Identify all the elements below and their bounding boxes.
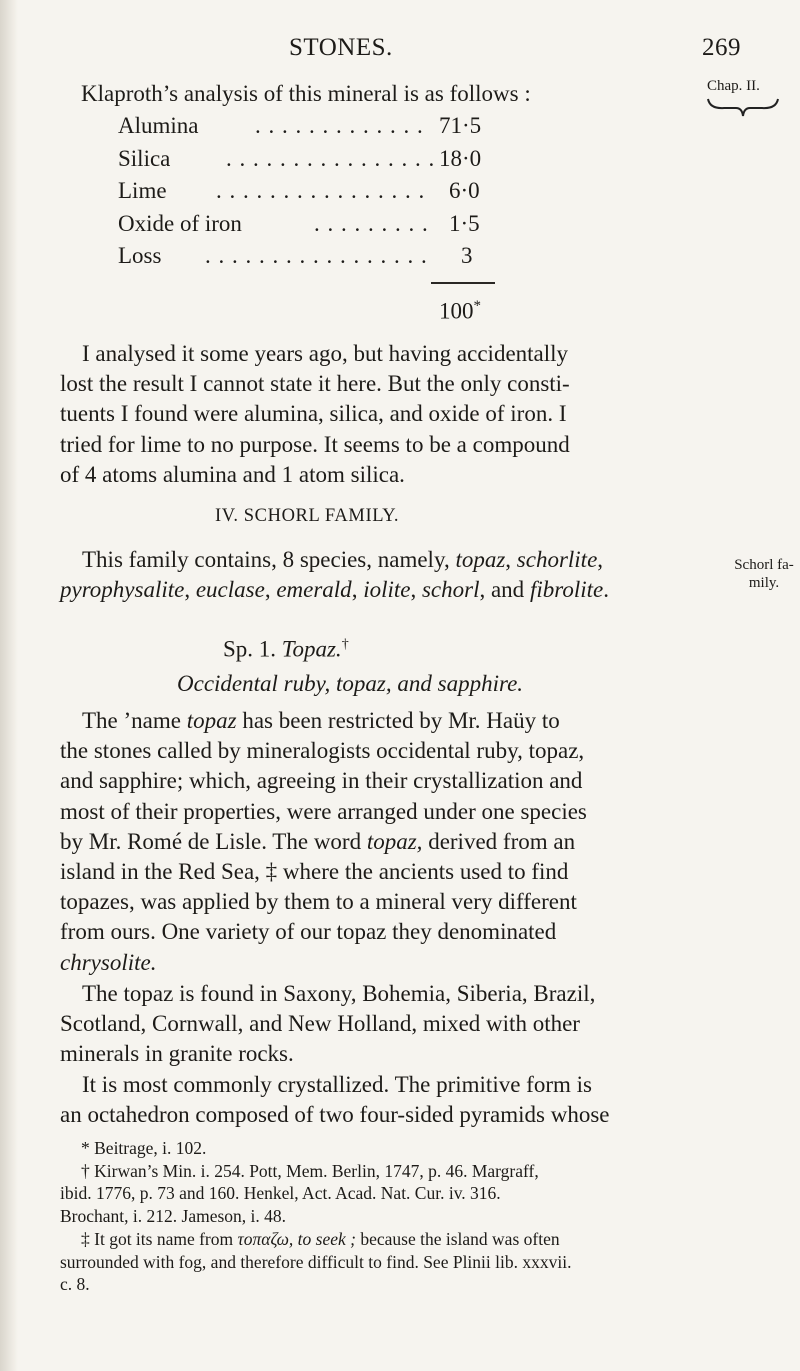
analysis-row-value: 6·0 xyxy=(449,178,480,203)
analysis-row-name: Oxide of iron xyxy=(118,211,242,236)
analysis-row-value: 71·5 xyxy=(439,113,482,138)
analysis-row-name: Lime xyxy=(118,178,167,203)
analysis-total-value: 100 xyxy=(439,298,474,324)
margin-note-line: Schorl fa- xyxy=(734,557,794,573)
word-and: and xyxy=(490,577,525,602)
analysis-row-value: 1·5 xyxy=(449,211,480,236)
text-fragment: because the island was often xyxy=(355,1228,560,1249)
emphasis: chrysolite. xyxy=(60,949,157,975)
text-line xyxy=(60,706,587,736)
text-line: The topaz is found in Saxony, Bohemia, Siberia, Brazil, xyxy=(82,981,596,1006)
footnote-2-line: ibid. 1776, p. 73 and 160. Henkel, Act. Acad. Nat. Cur. iv. 316. xyxy=(60,1183,501,1204)
chapter-brace xyxy=(706,96,780,118)
section-heading: IV. SCHORL FAMILY. xyxy=(215,506,400,526)
paragraph-family-line2: pyrophysalite, euclase, emerald, iolite, schorl, and fibrolite. xyxy=(60,577,609,602)
text-line: It is most commonly crystallized. The primitive form is xyxy=(82,1072,592,1097)
footnote-3-line: surrounded with fog, and therefore difficult to find. See Plinii lib. xxxvii. xyxy=(60,1251,572,1272)
text-line: This family contains, 8 species, namely, xyxy=(82,547,456,572)
text-line: lost the result I cannot state it here. But the only consti- xyxy=(60,371,570,397)
species-heading xyxy=(223,630,349,665)
analysis-row-name: Silica xyxy=(118,146,171,171)
footnote-2-line: † Kirwan’s Min. i. 254. Pott, Mem. Berlin, 1747, p. 46. Margraff, xyxy=(81,1160,539,1181)
footnotes xyxy=(60,1137,571,1296)
analysis-row-name: Loss xyxy=(118,243,162,268)
text-line: of 4 atoms alumina and 1 atom silica. xyxy=(60,461,405,487)
analysis-row-name: Alumina xyxy=(118,113,199,138)
analysis-row: Loss . . . . . . . . . . . . . . . . . xyxy=(118,243,428,268)
species-schorl: schorl xyxy=(421,577,480,602)
text-line: from ours. One variety of our topaz they denominated xyxy=(60,919,557,945)
paragraph-topaz-name xyxy=(60,706,587,978)
text-line: the stones called by mineralogists occidental ruby, topaz, xyxy=(60,738,585,764)
species-mark: † xyxy=(341,637,349,652)
margin-note-line: mily. xyxy=(748,575,780,591)
analysis-total-mark: * xyxy=(473,298,481,314)
analysis-total xyxy=(439,298,481,325)
text-line: Scotland, Cornwall, and New Holland, mixed with other xyxy=(60,1011,580,1037)
analysis-row: Silica . . . . . . . . . . . . . . . . xyxy=(118,146,436,171)
text-line: minerals in granite rocks. xyxy=(60,1041,294,1067)
analysis-intro: Klaproth’s analysis of this mineral is as follows : xyxy=(81,81,531,106)
text-line: topazes, was applied by them to a mineral very different xyxy=(60,889,577,915)
emphasis: topaz, xyxy=(366,828,423,854)
footnote-2-line: Brochant, i. 212. Jameson, i. 48. xyxy=(60,1206,287,1227)
emphasis: to seek ; xyxy=(293,1228,356,1249)
text-line: most of their properties, were arranged under one species xyxy=(60,798,587,824)
sum-rule xyxy=(431,282,495,284)
text-line: island in the Red Sea, ‡ where the ancients used to find xyxy=(60,859,569,885)
analysis-row-value: 18·0 xyxy=(439,146,482,171)
analysis-row: Lime . . . . . . . . . . . . . . . . xyxy=(118,178,426,203)
text-fragment: by Mr. Romé de Lisle. The word xyxy=(60,828,367,854)
margin-note-chapter: Chap. II. xyxy=(707,78,760,94)
species-emerald: emerald xyxy=(276,577,352,602)
footnote-1: * Beitrage, i. 102. xyxy=(81,1138,207,1158)
greek-word: τοπαζω, xyxy=(237,1228,294,1249)
text-fragment: The ’name xyxy=(82,708,187,733)
text-line: tuents I found were alumina, silica, and oxide of iron. I xyxy=(60,401,567,427)
paragraph-analysis-note xyxy=(60,339,570,490)
analysis-row: Oxide of iron . . . . . . . . . xyxy=(118,211,429,236)
text-line: I analysed it some years ago, but having accidentally xyxy=(82,341,569,366)
paragraph-localities xyxy=(60,979,595,1070)
text-line xyxy=(60,948,587,978)
text-line: tried for lime to no purpose. It seems to be a compound xyxy=(60,431,570,457)
margin-note-schorl-family xyxy=(727,556,800,592)
species-label: Sp. 1. xyxy=(223,636,277,662)
species-fibrolite: fibrolite xyxy=(529,577,604,602)
page-gutter-shadow xyxy=(0,0,18,1371)
analysis-row-value: 3 xyxy=(461,243,473,268)
emphasis: topaz xyxy=(186,708,237,733)
text-fragment: derived from an xyxy=(422,828,576,854)
running-title: STONES. xyxy=(289,34,393,61)
species-synonyms: Occidental ruby, topaz, and sapphire. xyxy=(177,671,524,696)
species-euclase: euclase xyxy=(195,577,265,602)
text-fragment: ‡ It got its name from xyxy=(81,1228,238,1249)
paragraph-family: This family contains, 8 species, namely, topaz, schorlite, xyxy=(82,547,604,572)
page-number: 269 xyxy=(702,34,741,61)
text-line: an octahedron composed of two four-sided pyramids whose xyxy=(60,1102,610,1128)
text-line xyxy=(60,827,587,857)
species-iolite: iolite xyxy=(363,577,411,602)
species-pyrophysalite: pyrophysalite xyxy=(60,577,185,602)
footnote-3-line: c. 8. xyxy=(60,1274,90,1295)
species-schorlite: schorlite xyxy=(516,547,598,572)
text-fragment: has been restricted by Mr. Haüy to xyxy=(236,708,560,733)
paragraph-crystal-form xyxy=(60,1070,609,1130)
species-topaz: topaz xyxy=(455,547,506,572)
species-name: Topaz. xyxy=(281,636,342,662)
footnote-3-line xyxy=(60,1228,571,1251)
analysis-row: Alumina . . . . . . . . . . . . . xyxy=(118,113,424,138)
text-line: and sapphire; which, agreeing in their crystallization and xyxy=(60,768,583,794)
